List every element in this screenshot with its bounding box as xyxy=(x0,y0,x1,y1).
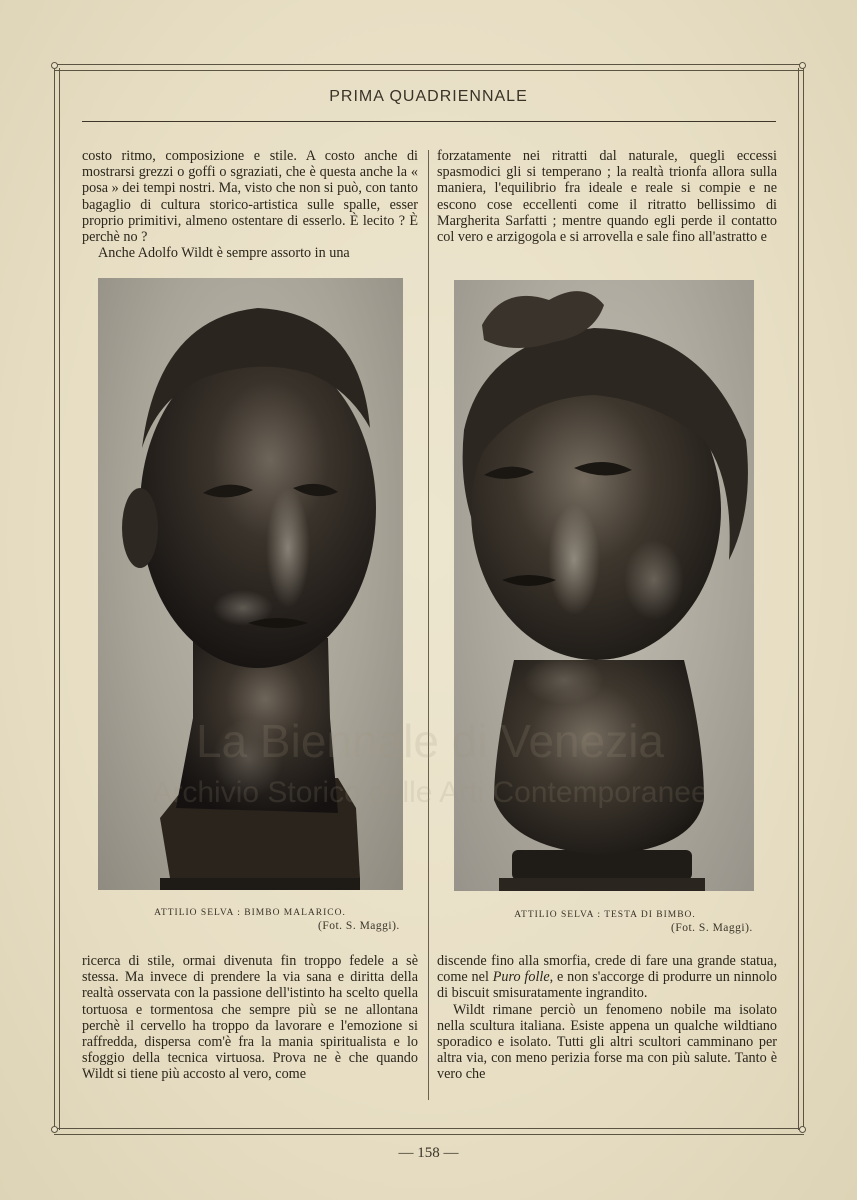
figure-caption: ATTILIO SELVA : BIMBO MALARICO. xyxy=(154,908,346,918)
photo-testa-di-bimbo xyxy=(454,280,754,891)
frame-left-rule xyxy=(54,68,60,1130)
paragraph: Wildt rimane perciò un fenomeno nobile ma isolato nella scultura italiana. Esiste appena un qualche wildtiano sporadico e isolato. Tutti gli altri scultori camminano per altra via, con meno perizia forse ma con più salute. Tanto è vero che xyxy=(437,1001,777,1083)
left-column-top-text xyxy=(82,148,418,261)
photo-credit: (Fot. S. Maggi). xyxy=(671,922,753,934)
paragraph: ricerca di stile, ormai divenuta fin troppo fedele a sè stessa. Ma invece di prendere la via sana e diritta della realtà osservata con la passione dell'istinto ha scelto quella tortuosa e tormentosa che sempre più se ne allontana perchè il cervello ha troppo da lavorare e l'emozione si raffredda, dispersa com'è fra la mania spiritualista e lo sfoggio della tecnica virtuosa. Prova ne è che quando Wildt si tiene più accosto al vero, come xyxy=(82,953,418,1083)
running-header: PRIMA QUADRIENNALE xyxy=(329,88,528,105)
frame-corner-ornament xyxy=(799,1126,806,1133)
frame-bottom-rule xyxy=(54,1128,804,1135)
photo-bimbo-malarico xyxy=(98,278,403,890)
column-divider xyxy=(428,150,429,1100)
frame-corner-ornament xyxy=(51,1126,58,1133)
bust-illustration-left xyxy=(98,278,403,890)
header-rule xyxy=(82,121,776,122)
figure-caption: ATTILIO SELVA : TESTA DI BIMBO. xyxy=(514,910,696,920)
frame-corner-ornament xyxy=(51,62,58,69)
paragraph: forzatamente nei ritratti dal naturale, quegli eccessi spasmodici gli si temperano ; la realtà trionfa allora sulla maniera, l'equilibrio fra ideale e reale si compie e ne escono cose eccellenti come il ritratto bellissimo di Margherita Sarfatti ; mentre quando egli perde il contatto col vero e arzigogola e si arrovella e sale fino all'astratto e xyxy=(437,148,777,246)
bust-illustration-right xyxy=(454,280,754,891)
left-column-bottom-text xyxy=(82,953,418,1083)
right-column-bottom-text xyxy=(437,953,777,1083)
photo-credit: (Fot. S. Maggi). xyxy=(318,920,400,932)
frame-right-rule xyxy=(798,68,804,1130)
page-number: — 158 — xyxy=(398,1145,459,1161)
text-run: discende fino alla smorfia, crede di fare una grande statua, come nel xyxy=(437,953,777,986)
text-run: , e non s'accorge di produrre un ninnolo di biscuit smisuratamente ingrandito. xyxy=(437,969,777,1002)
paragraph: Anche Adolfo Wildt è sempre assorto in una xyxy=(98,245,350,262)
frame-top-rule xyxy=(54,64,804,71)
paragraph: costo ritmo, composizione e stile. A costo anche di mostrarsi grezzi o goffi o sgraziati, che è questa anche la « posa » dei tempi nostri. Ma, visto che non si può, con tanto bagaglio di cultura storico-artistica sulle spalle, esser proprio primitivi, almeno ostentare di esserlo. È lecito ? È perchè no ? xyxy=(82,148,418,246)
paragraph xyxy=(437,953,777,1002)
italic-title: Puro folle xyxy=(492,969,550,986)
right-column-top-text xyxy=(437,148,777,245)
frame-corner-ornament xyxy=(799,62,806,69)
